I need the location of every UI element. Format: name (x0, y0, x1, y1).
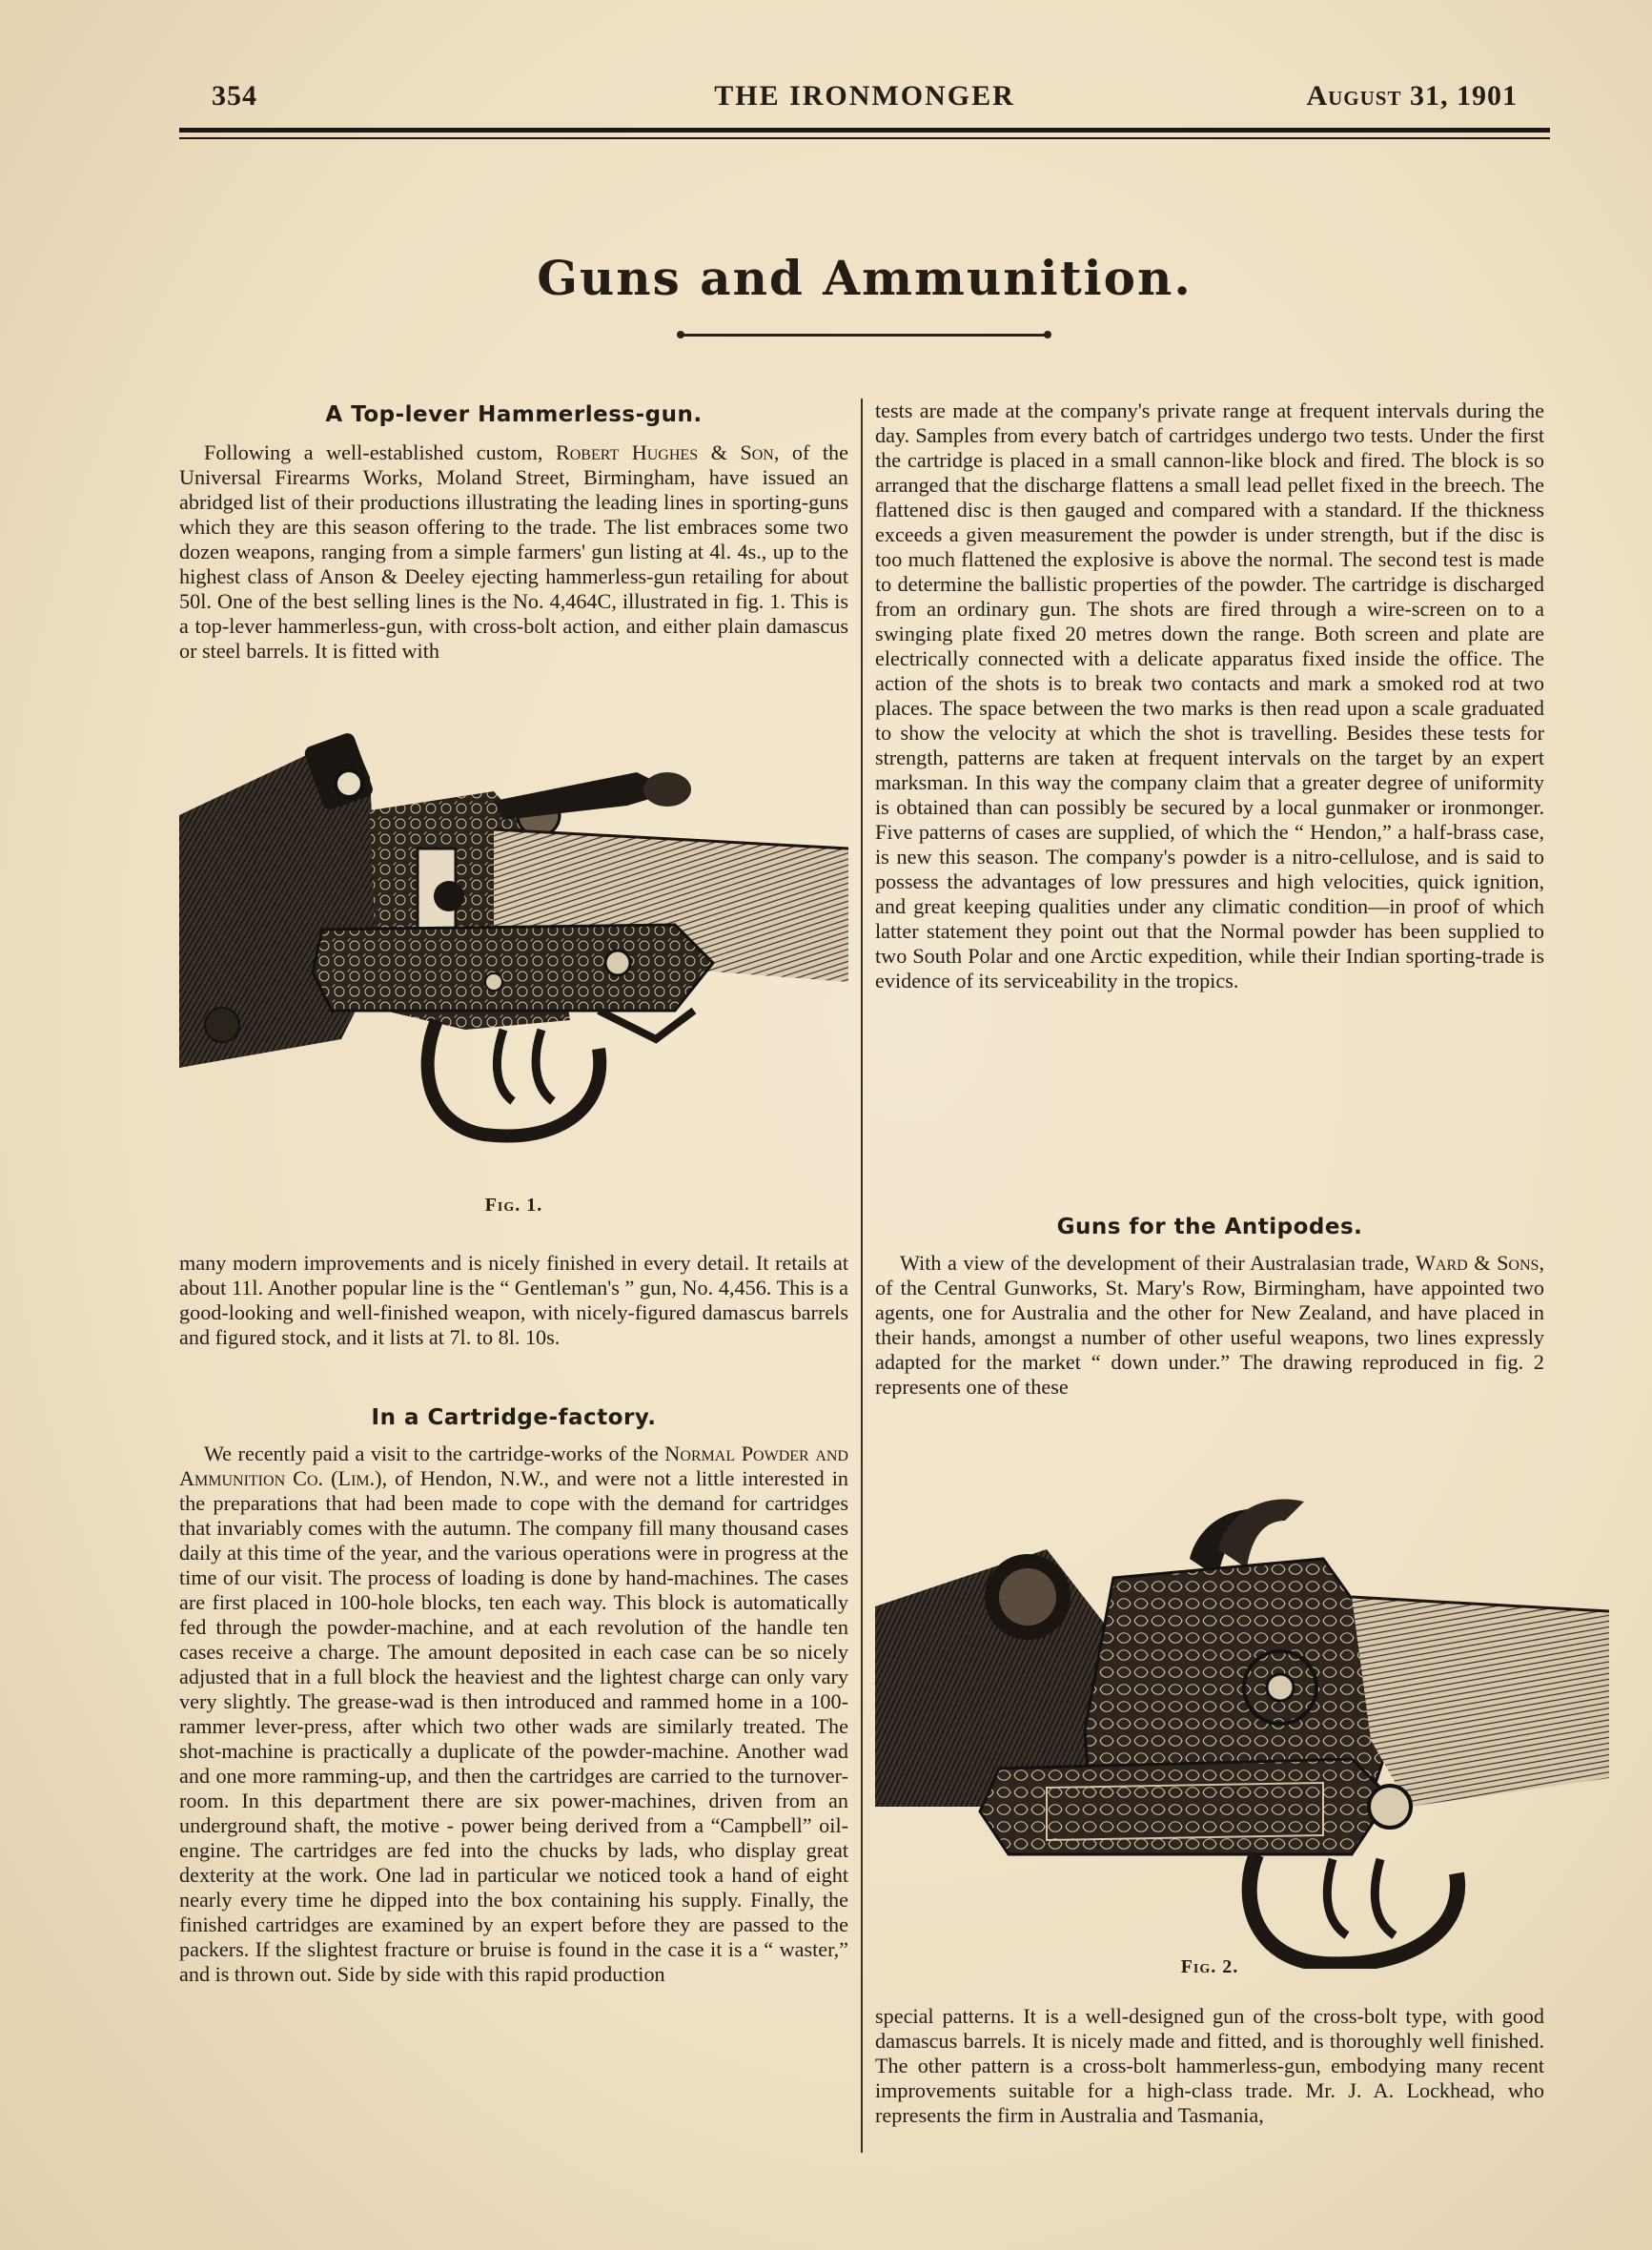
heading-antipodes: Guns for the Antipodes. (1056, 1215, 1363, 1239)
running-header (179, 80, 1550, 122)
figure-1-gun-illustration (179, 725, 848, 1192)
page-title: Guns and Ammunition. (537, 250, 1193, 306)
article-antipodes-para1: With a view of the development of their Australasian trade, Ward & Sons, of the Central Gunworks, St. Mary's Row, Birmingham, have appointed two agents, one for Australia and the other for New Zealand, and have placed in their hands, amongst a number of other useful weapons, two lines expressly adapted for the market “ down under.” The drawing reproduced in fig. 2 represents one of these (875, 1251, 1544, 1399)
firm-name-hughes: Robert Hughes & Son (555, 440, 774, 464)
publication-name: THE IRONMONGER (714, 80, 1015, 112)
title-ornament-rule (681, 334, 1048, 337)
page-number: 354 (212, 80, 257, 112)
figure-1-caption: Fig. 1. (484, 1195, 543, 1216)
article-cartridge-para1: We recently paid a visit to the cartridge-works of the Normal Powder and Ammunition Co. (Lim.), of Hendon, N.W., and were not a little interested in the preparations that had been made to cope with the demand for cartridges that invariably comes with the autumn. The company fill many thousand cases daily at this time of the year, and the various operations were in progress at the time of our visit. The process of loading is done by hand-machines. The cases are first placed in 100-hole blocks, ten each way. This block is automatically fed through the powder-machine, and at each revolution of the handle ten cases receive a charge. The amount deposited in each case can be so nicely adjusted that in a full block the heaviest and the lightest charge can only vary very slightly. The grease-wad is then introduced and rammed home in a 100-rammer lever-press, after which two other wads are similarly treated. The shot-machine is practically a duplicate of the powder-machine. Another wad and one more ramming-up, and then the cartridges are carried to the turnover-room. In this department there are six power-machines, driven from an underground shaft, the motive - power being derived from a “Campbell” oil-engine. The cartridges are fed into the chucks by lads, who display great dexterity at the work. One lad in particular we noticed took a hand of eight nearly every time he dipped into the box containing his supply. Finally, the finished cartridges are examined by an expert before they are passed to the packers. If the slightest fracture or bruise is found in the case it is a “ waster,” and is thrown out. Side by side with this rapid production (179, 1442, 848, 1986)
firm-name-normal-powder: Normal Powder and Ammunition Co. (Lim.) (179, 1442, 848, 1490)
heading-cartridge-factory: In a Cartridge-factory. (371, 1405, 657, 1430)
article-antipodes-para2: special patterns. It is a well-designed gun of the cross-bolt type, with good damascus barrels. It is nicely made and fitted, and is thoroughly well finished. The other pattern is a cross-bolt hammerless-gun, embodying many recent improvements suitable for a high-class trade. Mr. J. A. Lockhead, who represents the firm in Australia and Tasmania, (875, 2004, 1544, 2127)
gun-drawing-1 (179, 725, 848, 1192)
issue-date: August 31, 1901 (1306, 80, 1518, 112)
figure-2-gun-illustration (875, 1492, 1609, 1969)
figure-2-caption: Fig. 2. (1180, 1956, 1239, 1977)
gun-drawing-2 (875, 1492, 1609, 1969)
article-cartridge-continued: tests are made at the company's private range at frequent intervals during the day. Samples from every batch of cartridges undergo two tests. Under the first the cartridge is placed in a small cannon-like block and fired. The block is so arranged that the discharge flattens a small lead pellet fixed in the breech. The flattened disc is then gauged and compared with a standard. If the thickness exceeds a given measurement the powder is under strength, but if the disc is too much flattened the explosive is above the normal. The second test is made to determine the ballistic properties of the powder. The cartridge is discharged from an ordinary gun. The shots are fired through a wire-screen on to a swinging plate fixed 20 metres down the range. Both screen and plate are electrically connected with a delicate apparatus fixed inside the office. The action of the shots is to break two contacts and mark a smoked rod at two places. The space between the two marks is then read upon a scale graduated to show the velocity at which the shot is travelling. Besides these tests for strength, patterns are taken at frequent intervals on the target by an expert marksman. In this way the company claim that a greater degree of uniformity is obtained than can possibly be secured by a local gunmaker or ironmonger. Five patterns of cases are supplied, of which the “ Hendon,” a half-brass case, is new this season. The company's powder is a nitro-cellulose, and is said to possess the advantages of low pressures and high velocities, quick ignition, and great keeping qualities under any climatic condition—in proof of which latter statement they point out that the Normal powder has been supplied to two South Polar and one Arctic expedition, while their Indian sporting-trade is evidence of its serviceability in the tropics. (875, 399, 1544, 992)
article-top-lever-para2: many modern improvements and is nicely finished in every detail. It retails at about 11l. Another popular line is the “ Gentleman's ” gun, No. 4,456. This is a good-looking and well-finished weapon, with nicely-figured damascus barrels and figured stock, and it lists at 7l. to 8l. 10s. (179, 1251, 848, 1349)
header-rule-thin (179, 137, 1550, 139)
article-top-lever-para1: Following a well-established custom, Robert Hughes & Son, of the Universal Firearms Works, Moland Street, Birmingham, have issued an abridged list of their productions illustrating the leading lines in sporting-guns which they are this season offering to the trade. The list embraces some two dozen weapons, ranging from a simple farmers' gun listing at 4l. 4s., up to the highest class of Anson & Deeley ejecting hammerless-gun retailing for about 50l. One of the best selling lines is the No. 4,464C, illustrated in fig. 1. This is a top-lever hammerless-gun, with cross-bolt action, and either plain damascus or steel barrels. It is fitted with (179, 440, 848, 663)
heading-top-lever-gun: A Top-lever Hammerless-gun. (325, 402, 703, 427)
header-rule (179, 128, 1550, 133)
column-divider (861, 399, 863, 2153)
firm-name-ward: Ward & Sons (1415, 1251, 1540, 1275)
